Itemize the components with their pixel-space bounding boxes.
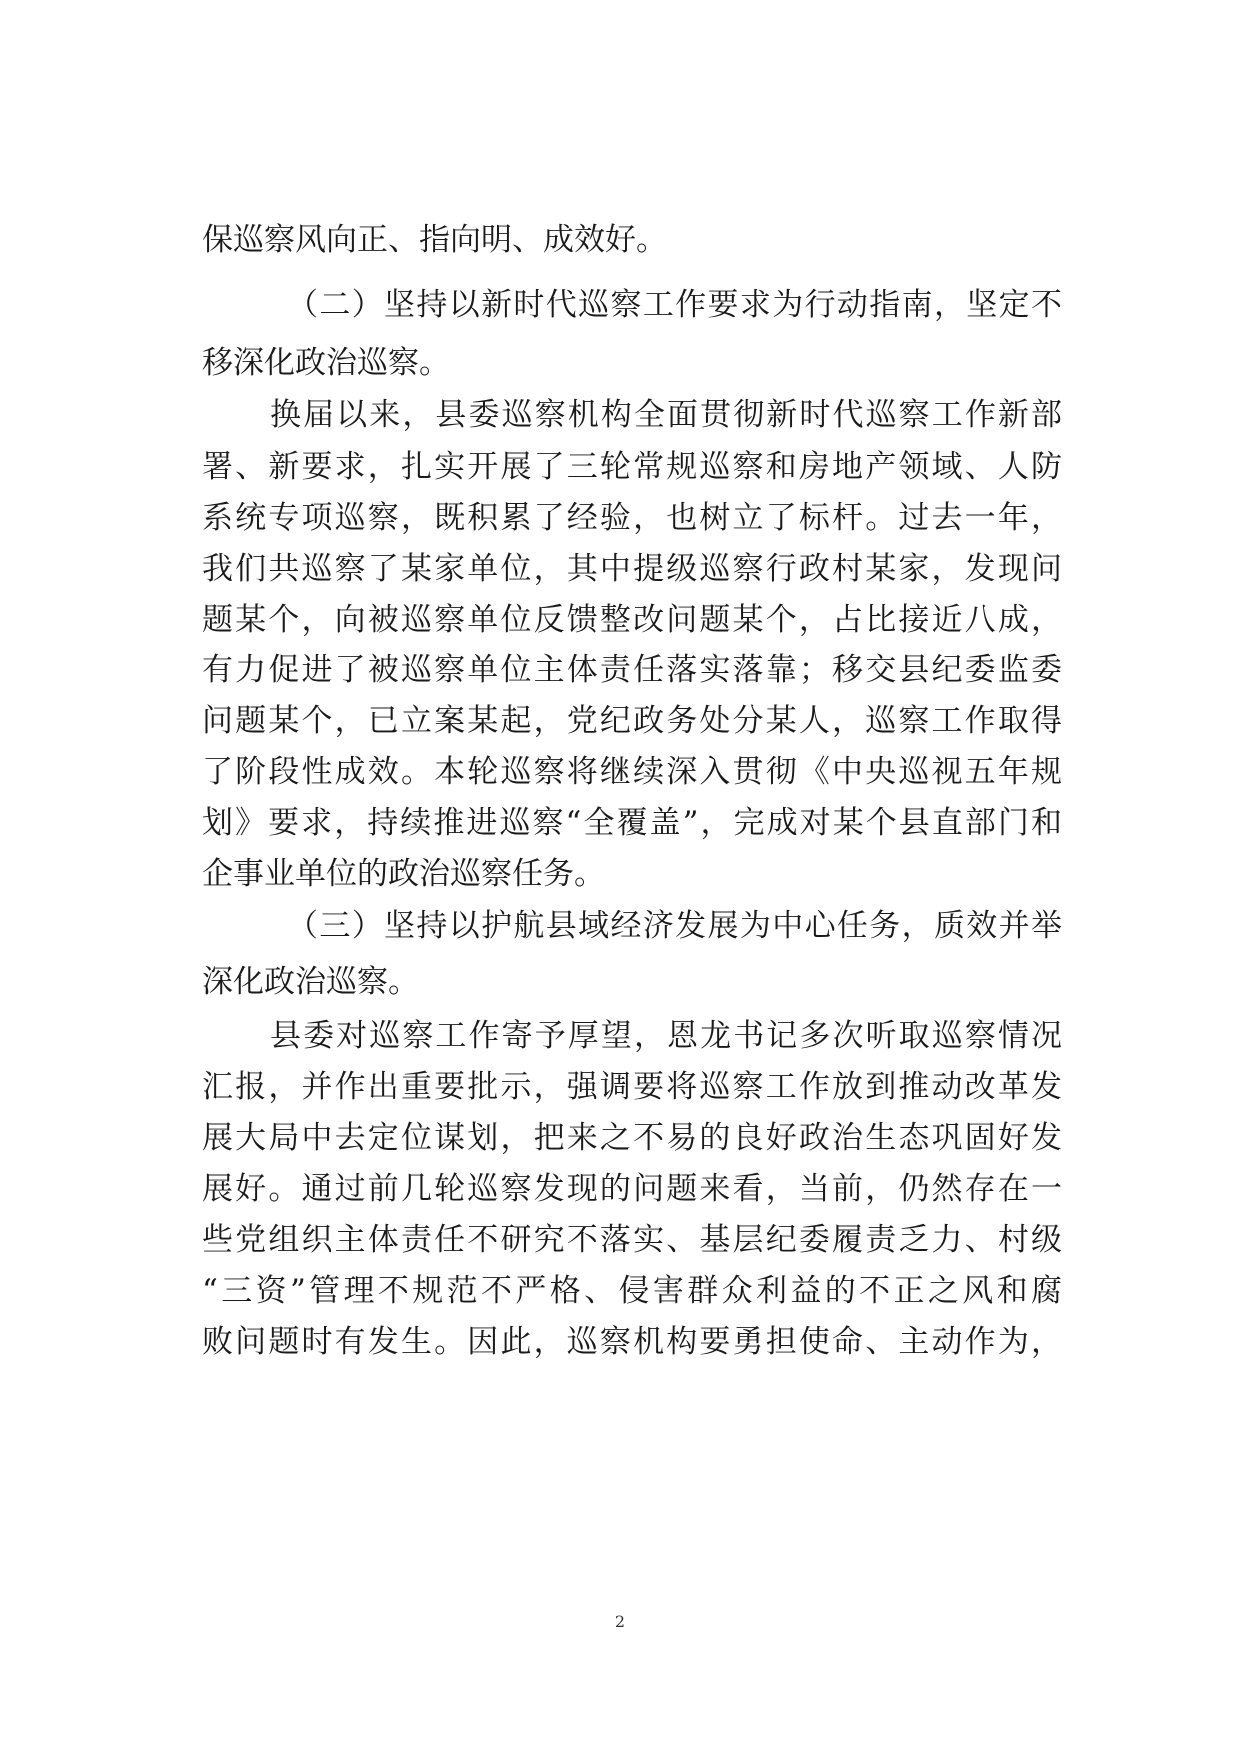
page-number: 2 [614,1612,626,1631]
text-line: 汇报，并作出重要批示，强调要将巡察工作放到推动改革发 [202,1069,1062,1105]
text-line: 我们共巡察了某家单位，其中提级巡察行政村某家，发现问 [202,551,1062,587]
text-line: 署、新要求，扎实开展了三轮常规巡察和房地产领域、人防 [202,449,1062,485]
text-line: 系统专项巡察，既积累了经验，也树立了标杆。过去一年， [202,500,1062,536]
section-heading-2: （二）坚持以新时代巡察工作要求为行动指南，坚定不 [287,287,1062,323]
text-line: 展好。通过前几轮巡察发现的问题来看，当前，仍然存在一 [202,1171,1062,1207]
text-line: 败问题时有发生。因此，巡察机构要勇担使命、主动作为， [202,1324,1062,1360]
text-line: 题某个，向被巡察单位反馈整改问题某个，占比接近八成， [202,602,1062,638]
text-line: 了阶段性成效。本轮巡察将继续深入贯彻《中央巡视五年规 [202,754,1062,790]
text-line: 换届以来，县委巡察机构全面贯彻新时代巡察工作新部 [270,397,1062,433]
text-line: 保巡察风向正、指向明、成效好。 [202,222,667,258]
text-line: 县委对巡察工作寄予厚望，恩龙书记多次听取巡察情况 [270,1018,1062,1054]
text-line: 问题某个，已立案某起，党纪政务处分某人，巡察工作取得 [202,703,1062,739]
text-line: 划》要求，持续推进巡察“全覆盖”，完成对某个县直部门和 [202,805,1062,841]
section-heading-3: （三）坚持以护航县域经济发展为中心任务，质效并举 [287,908,1062,944]
text-line: 展大局中去定位谋划，把来之不易的良好政治生态巩固好发 [202,1120,1062,1156]
text-line: “三资”管理不规范不严格、侵害群众利益的不正之风和腐 [202,1273,1062,1309]
text-line: 有力促进了被巡察单位主体责任落实落靠；移交县纪委监委 [202,652,1062,688]
section-heading-3-cont: 深化政治巡察。 [202,964,419,1000]
text-line: 企事业单位的政治巡察任务。 [202,856,605,892]
text-line: 些党组织主体责任不研究不落实、基层纪委履责乏力、村级 [202,1222,1062,1258]
section-heading-2-cont: 移深化政治巡察。 [202,345,450,381]
